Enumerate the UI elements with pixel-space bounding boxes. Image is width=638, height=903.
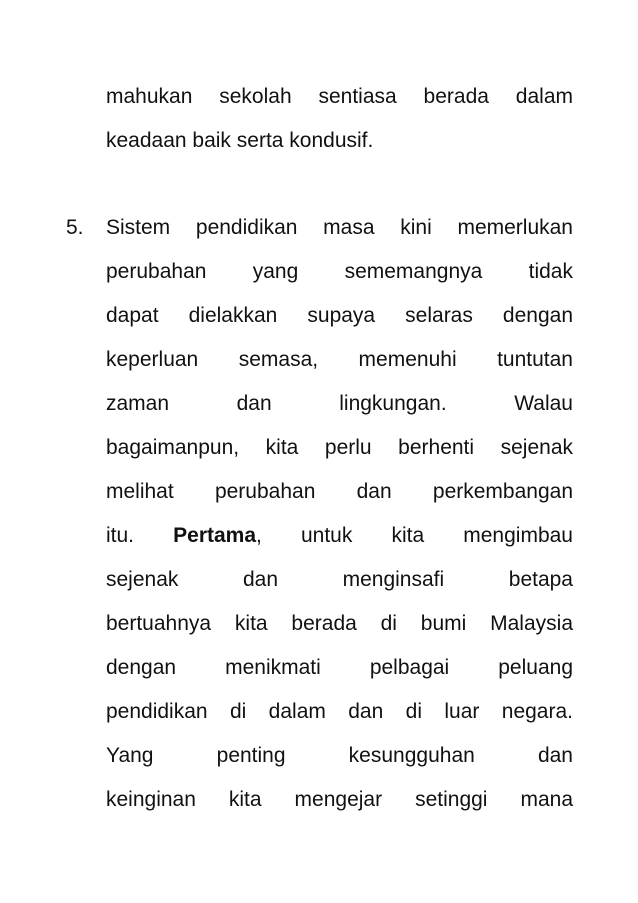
continuation-line-1: mahukan sekolah sentiasa berada dalam <box>106 85 573 108</box>
paragraph-line-10: bertuahnya kita berada di bumi Malaysia <box>106 612 573 635</box>
paragraph-line-2: perubahan yang sememangnya tidak <box>106 260 573 283</box>
line-8-end: , untuk kita mengimbau <box>256 524 573 547</box>
paragraph-line-8 <box>106 523 573 549</box>
line-8-start: itu. <box>106 524 135 547</box>
paragraph-line-7: melihat perubahan dan perkembangan <box>106 480 573 503</box>
continuation-line-2: keadaan baik serta kondusif. <box>106 129 374 152</box>
list-item-number: 5. <box>66 216 84 239</box>
paragraph-line-14: keinginan kita mengejar setinggi mana <box>106 788 573 811</box>
paragraph-line-13: Yang penting kesungguhan dan <box>106 744 573 767</box>
paragraph-line-5: zaman dan lingkungan. Walau <box>106 392 573 415</box>
paragraph-line-4: keperluan semasa, memenuhi tuntutan <box>106 348 573 371</box>
emphasis-pertama: Pertama <box>173 524 257 547</box>
paragraph-line-12: pendidikan di dalam dan di luar negara. <box>106 700 573 723</box>
paragraph-line-1: Sistem pendidikan masa kini memerlukan <box>106 216 573 239</box>
paragraph-line-3: dapat dielakkan supaya selaras dengan <box>106 304 573 327</box>
paragraph-line-11: dengan menikmati pelbagai peluang <box>106 656 573 679</box>
paragraph-line-6: bagaimanpun, kita perlu berhenti sejenak <box>106 436 573 459</box>
paragraph-line-9: sejenak dan menginsafi betapa <box>106 568 573 591</box>
